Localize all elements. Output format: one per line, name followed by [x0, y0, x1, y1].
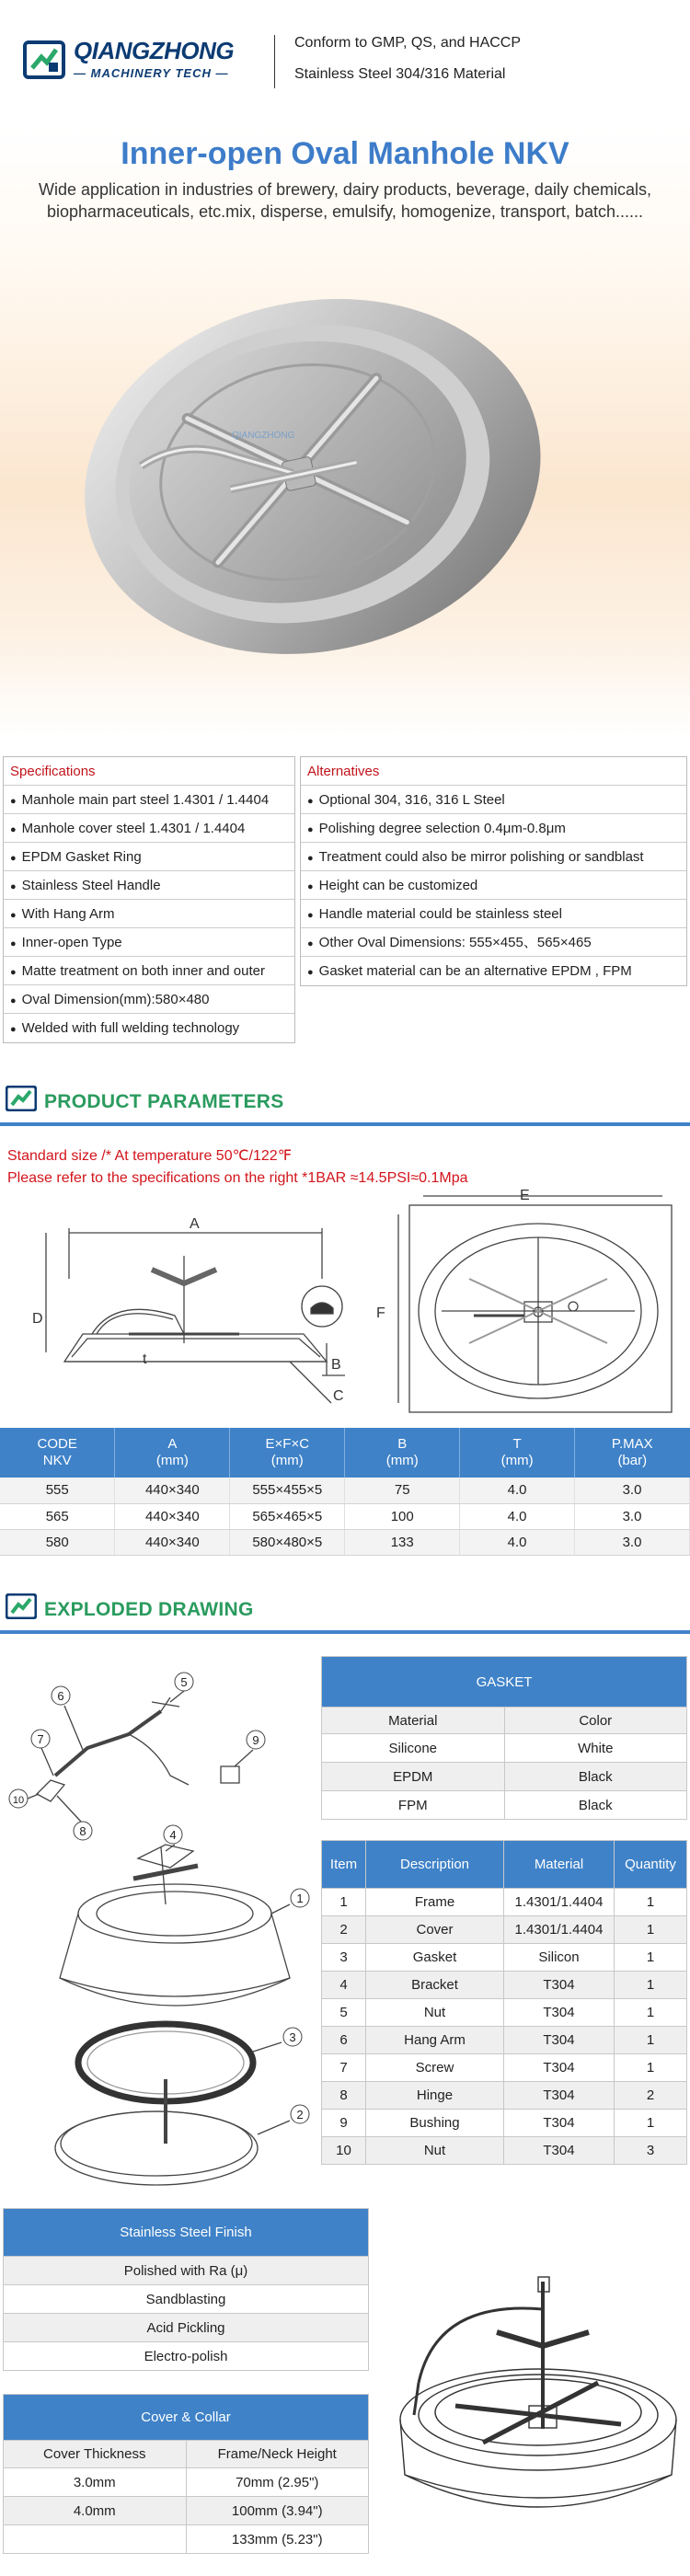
- alternatives-list: [300, 756, 687, 986]
- finish-title: Stainless Steel Finish: [4, 2209, 369, 2257]
- alternative-item: ● Other Oval Dimensions: 555×455、565×465: [301, 928, 686, 957]
- table-row: 565 440×340 565×465×5 100 4.0 3.0: [0, 1503, 690, 1529]
- param-header: CODE NKV: [0, 1428, 115, 1478]
- header-tagline-1: Conform to GMP, QS, and HACCP: [294, 35, 522, 51]
- standard-size-note: Standard size /* At temperature 50℃/122℉: [7, 1148, 292, 1164]
- param-header: E×F×C (mm): [230, 1428, 345, 1478]
- callout-8: 8: [79, 1824, 86, 1838]
- product-parameters-heading: PRODUCT PARAMETERS: [44, 1091, 284, 1112]
- hero-description-1: Wide application in industries of brewery, dairy products, beverage, daily chemicals,: [39, 180, 651, 199]
- page-header: [0, 0, 690, 129]
- callout-3: 3: [289, 2030, 296, 2044]
- specifications-list: [3, 756, 295, 1043]
- manhole-product-image: [64, 258, 543, 718]
- gasket-title: GASKET: [322, 1657, 687, 1708]
- table-row: 5 Nut T304 1: [322, 1999, 687, 2027]
- spec-item: ● Welded with full welding technology: [10, 1020, 240, 1036]
- table-row: 1 Frame 1.4301/1.4404 1: [322, 1889, 687, 1916]
- assembled-manhole-drawing: [382, 2245, 685, 2530]
- section-logo-icon: [6, 1086, 37, 1111]
- param-header: B (mm): [345, 1428, 460, 1478]
- section-logo-icon: [6, 1593, 37, 1619]
- brand-name: QIANGZHONG: [74, 37, 235, 64]
- dimension-e-label: E: [520, 1188, 530, 1203]
- callout-1: 1: [296, 1892, 304, 1905]
- alternative-item: ● Optional 304, 316, 316 L Steel: [301, 786, 686, 814]
- cover-collar-table: Cover & Collar Cover Thickness Frame/Neck Height 3.0mm 70mm (2.95") 4.0mm 100mm (3.94") 133mm (5.23"): [3, 2394, 369, 2554]
- top-view-drawing: [373, 1187, 681, 1417]
- page-title: Inner-open Oval Manhole NKV: [121, 136, 569, 171]
- spec-item: ● Manhole main part steel 1.4301 / 1.4404: [4, 786, 294, 814]
- table-row: 10 Nut T304 3: [322, 2137, 687, 2165]
- alternative-item: ● Polishing degree selection 0.4μm-0.8μm: [301, 814, 686, 843]
- table-row: 8 Hinge T304 2: [322, 2082, 687, 2110]
- table-row: 555 440×340 555×455×5 75 4.0 3.0: [0, 1478, 690, 1503]
- header-tagline-2: Stainless Steel 304/316 Material: [294, 66, 506, 82]
- alternative-item: ● Gasket material can be an alternative EPDM , FPM: [307, 963, 632, 979]
- brand-subtitle: — MACHINERY TECH —: [74, 66, 229, 80]
- table-row: 580 440×340 580×480×5 133 4.0 3.0: [0, 1529, 690, 1555]
- parts-table: Item Description Material Quantity 1 Frame 1.4301/1.4404 1 2 Cover 1.4301/1.4404 1 3 Gasket Silicon 1 4 Bracket T304 1 5 Nut T304 1 6 Hang Arm T304 1 7 Screw T304 1 8 Hinge T304 2 9 Bushing T304 1 10 Nut T304 3: [321, 1840, 687, 2165]
- spec-item: ● Stainless Steel Handle: [4, 871, 294, 900]
- product-watermark: QIANGZHONG: [232, 431, 295, 441]
- table-row: 3 Gasket Silicon 1: [322, 1944, 687, 1972]
- spec-item: ● Oval Dimension(mm):580×480: [4, 985, 294, 1014]
- spec-item: ● With Hang Arm: [4, 900, 294, 928]
- spec-item: ● Inner-open Type: [4, 928, 294, 957]
- callout-9: 9: [252, 1733, 259, 1747]
- section-divider: [0, 1630, 690, 1634]
- alternative-item: ● Treatment could also be mirror polishing or sandblast: [301, 843, 686, 871]
- gasket-table: GASKET Material Color Silicone White EPDM Black FPM Black: [321, 1656, 687, 1820]
- exploded-drawing: [0, 1647, 317, 2190]
- header-divider: [274, 35, 275, 88]
- hero-description-2: biopharmaceuticals, etc.mix, disperse, emulsify, homogenize, transport, batch......: [47, 202, 643, 221]
- dimension-d-label: D: [32, 1311, 43, 1327]
- table-row: 2 Cover 1.4301/1.4404 1: [322, 1916, 687, 1944]
- spec-item: ● Manhole cover steel 1.4301 / 1.4404: [4, 814, 294, 843]
- finish-table: Stainless Steel Finish Polished with Ra (μ) Sandblasting Acid Pickling Electro-polish: [3, 2208, 369, 2371]
- dimension-a-label: A: [190, 1216, 200, 1232]
- table-row: 6 Hang Arm T304 1: [322, 2027, 687, 2054]
- dimension-b-label: B: [331, 1357, 341, 1373]
- alternatives-title: Alternatives: [301, 757, 686, 786]
- pressure-note: Please refer to the specifications on the right *1BAR ≈14.5PSI≈0.1Mpa: [7, 1170, 468, 1186]
- param-header: T (mm): [460, 1428, 575, 1478]
- spec-item: ● EPDM Gasket Ring: [4, 843, 294, 871]
- callout-2: 2: [296, 2108, 304, 2122]
- table-row: 7 Screw T304 1: [322, 2054, 687, 2082]
- table-row: 9 Bushing T304 1: [322, 2110, 687, 2137]
- specifications-title: Specifications: [4, 757, 294, 786]
- product-parameters-table: [0, 1428, 690, 1556]
- exploded-drawing-heading: EXPLODED DRAWING: [44, 1599, 254, 1620]
- dimension-c-label: C: [333, 1388, 344, 1404]
- section-divider: [0, 1122, 690, 1126]
- table-row: 4 Bracket T304 1: [322, 1972, 687, 1999]
- alternative-item: ● Height can be customized: [301, 871, 686, 900]
- callout-6: 6: [57, 1689, 64, 1703]
- dimension-f-label: F: [376, 1305, 385, 1321]
- callout-7: 7: [37, 1732, 44, 1746]
- callout-5: 5: [180, 1675, 188, 1689]
- callout-4: 4: [169, 1828, 177, 1842]
- alternative-item: ● Handle material could be stainless steel: [301, 900, 686, 928]
- dimension-t-label: t: [143, 1351, 147, 1367]
- brand-logo-icon: [23, 40, 65, 79]
- param-header: A (mm): [115, 1428, 230, 1478]
- callout-10: 10: [12, 1795, 25, 1806]
- side-view-drawing: [28, 1205, 359, 1408]
- spec-item: ● Matte treatment on both inner and outer: [4, 957, 294, 985]
- param-header: P.MAX (bar): [575, 1428, 690, 1478]
- cover-collar-title: Cover & Collar: [4, 2395, 369, 2441]
